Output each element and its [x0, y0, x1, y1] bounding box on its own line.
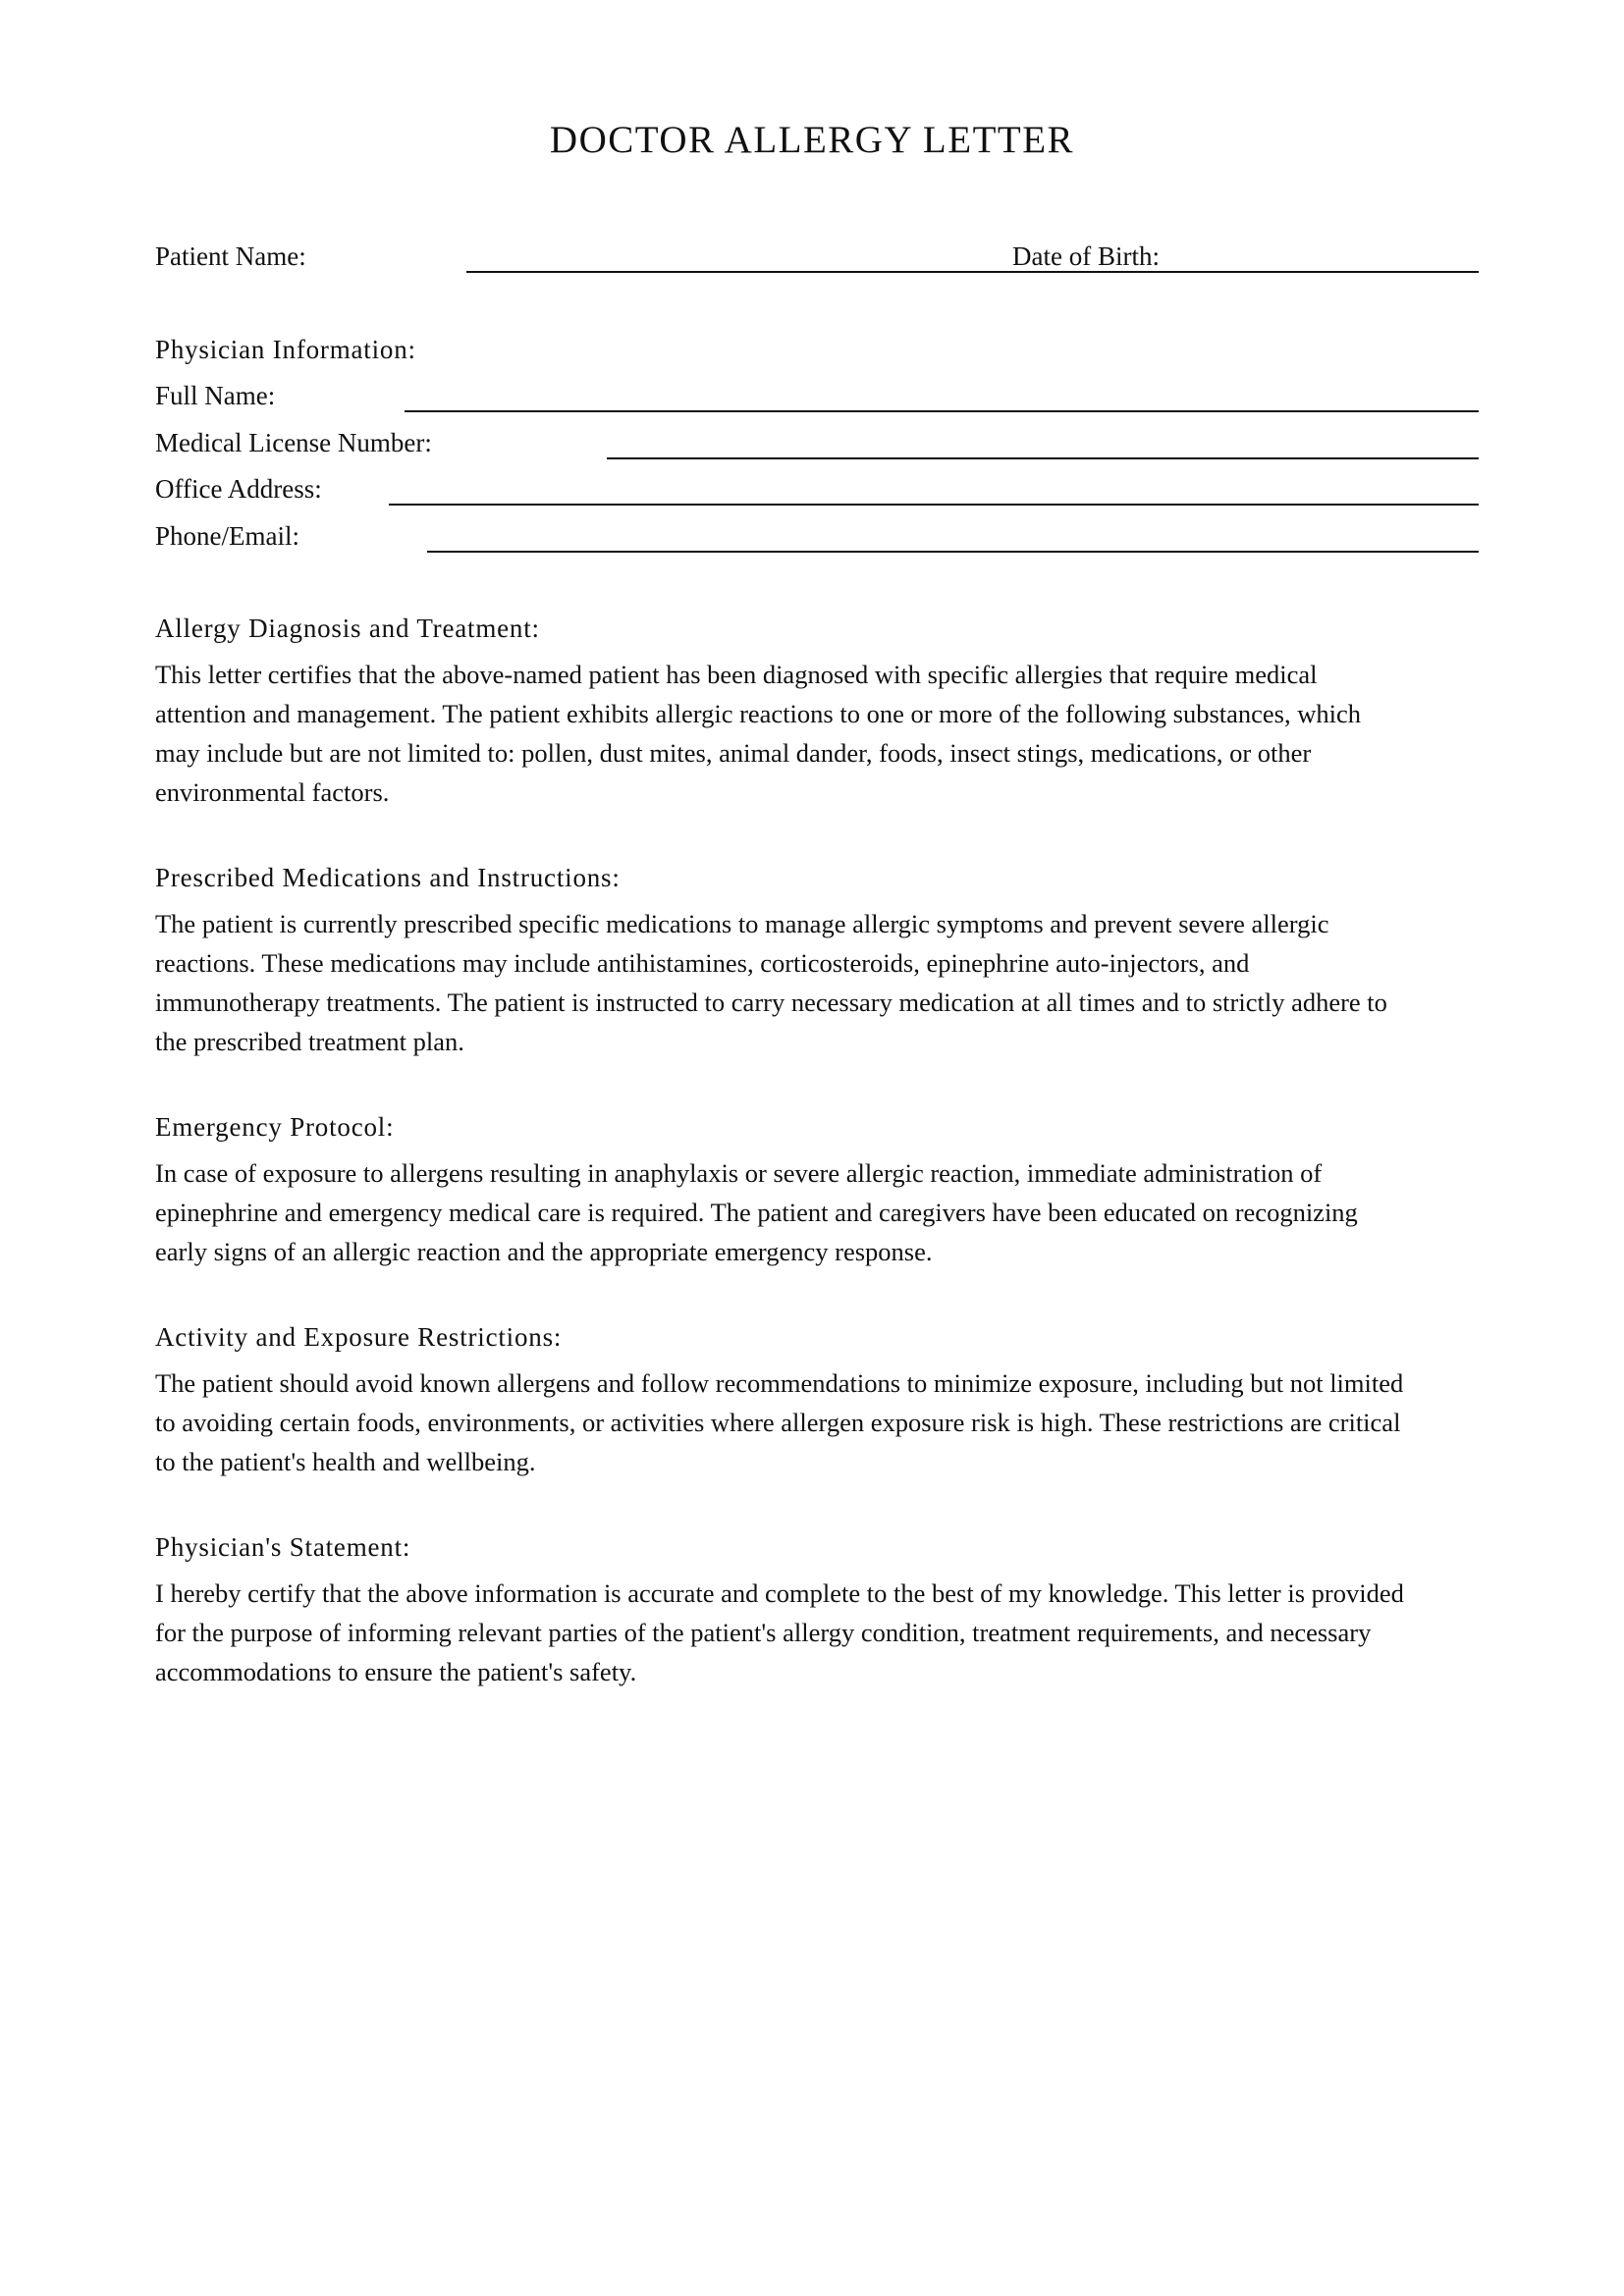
restrictions-heading: Activity and Exposure Restrictions:: [155, 1322, 563, 1352]
full-name-label: Full Name:: [155, 381, 276, 410]
allergy-diagnosis-paragraph: [155, 655, 1481, 812]
paragraph-line: environmental factors.: [155, 777, 390, 807]
emergency-protocol-heading: Emergency Protocol:: [155, 1112, 395, 1142]
phone-email-label: Phone/Email:: [155, 521, 299, 551]
full-name-field[interactable]: [405, 410, 1479, 412]
office-address-label: Office Address:: [155, 474, 322, 504]
medications-heading: Prescribed Medications and Instructions:: [155, 863, 621, 892]
paragraph-line: for the purpose of informing relevant parties of the patient's allergy condition, treatment requirements, and necessary: [155, 1618, 1372, 1647]
paragraph-line: This letter certifies that the above-named patient has been diagnosed with specific allergies that require medical: [155, 660, 1318, 689]
paragraph-line: reactions. These medications may include antihistamines, corticosteroids, epinephrine auto-injectors, and: [155, 948, 1250, 978]
phone-email-field[interactable]: [427, 551, 1479, 553]
license-number-field[interactable]: [607, 457, 1479, 459]
patient-name-field[interactable]: [466, 271, 1479, 273]
paragraph-line: The patient should avoid known allergens and follow recommendations to minimize exposure, including but not limited: [155, 1368, 1404, 1398]
office-address-field[interactable]: [389, 504, 1479, 506]
paragraph-line: to avoiding certain foods, environments, or activities where allergen exposure risk is high. These restrictions are critical: [155, 1408, 1401, 1437]
paragraph-line: to the patient's health and wellbeing.: [155, 1447, 536, 1476]
paragraph-line: early signs of an allergic reaction and the appropriate emergency response.: [155, 1237, 933, 1266]
paragraph-line: accommodations to ensure the patient's safety.: [155, 1657, 637, 1686]
paragraph-line: immunotherapy treatments. The patient is instructed to carry necessary medication at all times and to strictly adhere to: [155, 988, 1387, 1017]
paragraph-line: I hereby certify that the above information is accurate and complete to the best of my knowledge. This letter is provided: [155, 1578, 1404, 1608]
paragraph-line: may include but are not limited to: pollen, dust mites, animal dander, foods, insect stings, medications, or other: [155, 738, 1312, 768]
physician-statement-paragraph: [155, 1574, 1481, 1691]
restrictions-paragraph: [155, 1363, 1481, 1481]
medications-paragraph: [155, 904, 1481, 1061]
physician-statement-heading: Physician's Statement:: [155, 1532, 411, 1562]
document-title: DOCTOR ALLERGY LETTER: [549, 119, 1075, 161]
license-number-label: Medical License Number:: [155, 428, 432, 457]
paragraph-line: the prescribed treatment plan.: [155, 1027, 464, 1056]
emergency-protocol-paragraph: [155, 1153, 1481, 1271]
physician-info-heading: Physician Information:: [155, 335, 416, 364]
date-of-birth-label: Date of Birth:: [1012, 241, 1160, 271]
paragraph-line: attention and management. The patient exhibits allergic reactions to one or more of the following substances, which: [155, 699, 1361, 728]
allergy-diagnosis-heading: Allergy Diagnosis and Treatment:: [155, 614, 540, 643]
paragraph-line: In case of exposure to allergens resulting in anaphylaxis or severe allergic reaction, immediate administration of: [155, 1158, 1323, 1188]
paragraph-line: The patient is currently prescribed specific medications to manage allergic symptoms and prevent severe allergic: [155, 909, 1329, 938]
paragraph-line: epinephrine and emergency medical care is required. The patient and caregivers have been educated on recognizing: [155, 1198, 1358, 1227]
patient-name-label: Patient Name:: [155, 241, 306, 271]
